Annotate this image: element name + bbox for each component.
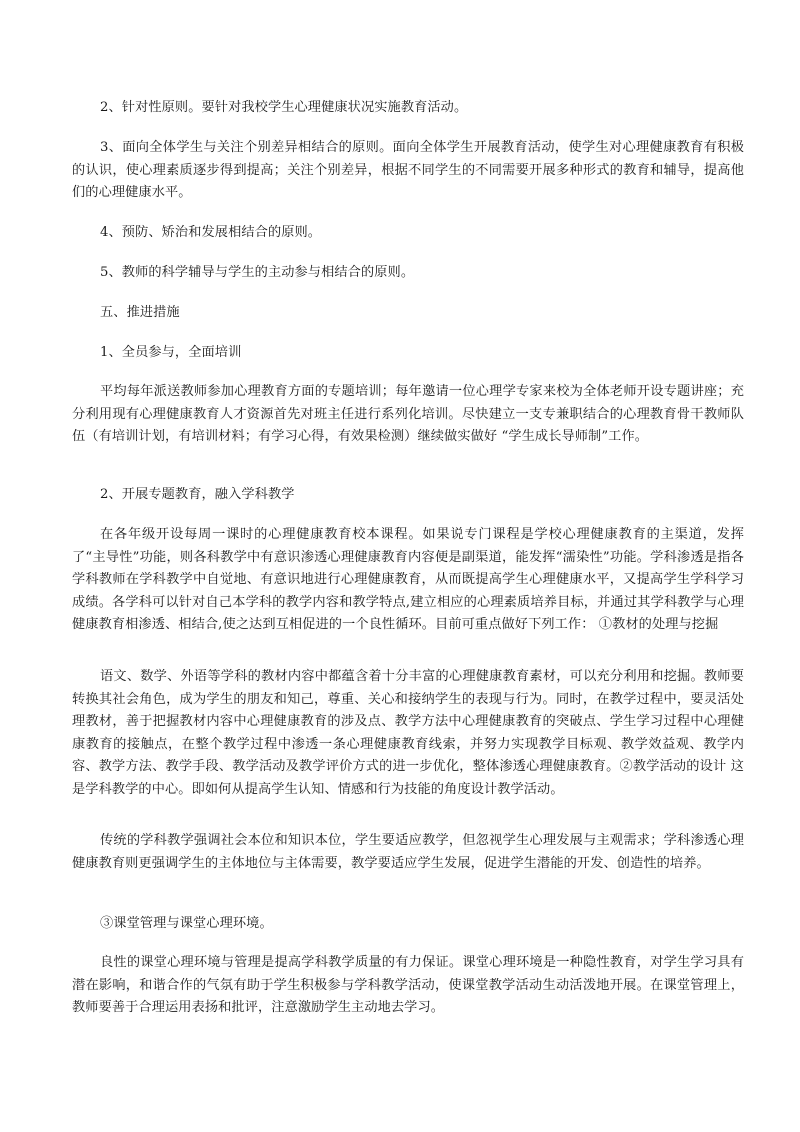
subheading-1: 1、全员参与，全面培训 [100, 345, 242, 360]
principle-3-paragraph: 3、面向全体学生与关注个别差异相结合的原则。面向全体学生开展教育活动，使学生对心理健康教育有积极的认识，使心理素质逐步得到提高；关注个别差异，根据不同学生的不同需要开展多种形式的教育和辅导，提高他们的心理健康水平。 [72, 140, 744, 200]
classroom-heading: ③课堂管理与课堂心理环境。 [100, 916, 273, 931]
principle-4-paragraph: 4、预防、矫治和发展相结合的原则。 [100, 225, 322, 240]
teaching-materials-paragraph: 语文、数学、外语等学科的教材内容中都蕴含着十分丰富的心理健康教育素材，可以充分利用和挖掘。教师要转换其社会角色，成为学生的朋友和知己，尊重、关心和接纳学生的表现与行为。同时，在教学过程中，要灵活处理教材，善于把握教材内容中心理健康教育的涉及点、教学方法中心理健康教育的突破点、学生学习过程中心理健康教育的接触点，在整个教学过程中渗透一条心理健康教育线索，并努力实现教学目标观、教学效益观、教学内容、教学方法、教学手段、教学活动及教学评价方式的进一步优化，整体渗透心理健康教育。②教学活动的设计 这是学科教学的中心。即如何从提高学生认知、情感和行为技能的角度设计教学活动。 [72, 669, 744, 797]
curriculum-paragraph: 在各年级开设每周一课时的心理健康教育校本课程。如果说专门课程是学校心理健康教育的主渠道，发挥了“主导性”功能，则各科教学中有意识渗透心理健康教育内容便是副渠道，能发挥“濡染性”功能。学科渗透是指各学科教师在学科教学中自觉地、有意识地进行心理健康教育，从而既提高学生心理健康水平，又提高学生学科学习成绩。各学科可以针对自己本学科的教学内容和教学特点,建立相应的心理素质培养目标，并通过其学科教学与心理健康教育相渗透、相结合,使之达到互相促进的一个良性循环。目前可重点做好下列工作： ①教材的处理与挖掘 [72, 527, 744, 632]
classroom-environment-paragraph: 良性的课堂心理环境与管理是提高学科教学质量的有力保证。课堂心理环境是一种隐性教育，对学生学习具有潜在影响，和谐合作的气氛有助于学生积极参与学科教学活动，使课堂教学活动生动活泼地开展。在课堂管理上，教师要善于合理运用表扬和批评，注意激励学生主动地去学习。 [72, 955, 744, 1015]
section-heading: 五、推进措施 [100, 305, 180, 320]
training-paragraph: 平均每年派送教师参加心理教育方面的专题培训；每年邀请一位心理学专家来校为全体老师开设专题讲座；充分利用现有心理健康教育人才资源首先对班主任进行系列化培训。尽快建立一支专兼职结合的心理教育骨干教师队伍（有培训计划，有培训材料；有学习心得，有效果检测）继续做实做好 “学生成长导师制”工作。 [72, 384, 744, 444]
principle-5-paragraph: 5、教师的科学辅导与学生的主动参与相结合的原则。 [100, 265, 415, 280]
traditional-teaching-paragraph: 传统的学科教学强调社会本位和知识本位，学生要适应教学，但忽视学生心理发展与主观需求；学科渗透心理健康教育则更强调学生的主体地位与主体需要，教学要适应学生发展，促进学生潜能的开发、创造性的培养。 [72, 833, 744, 871]
principle-2-paragraph: 2、针对性原则。要针对我校学生心理健康状况实施教育活动。 [100, 100, 468, 115]
subheading-2: 2、开展专题教育，融入学科教学 [100, 487, 295, 502]
